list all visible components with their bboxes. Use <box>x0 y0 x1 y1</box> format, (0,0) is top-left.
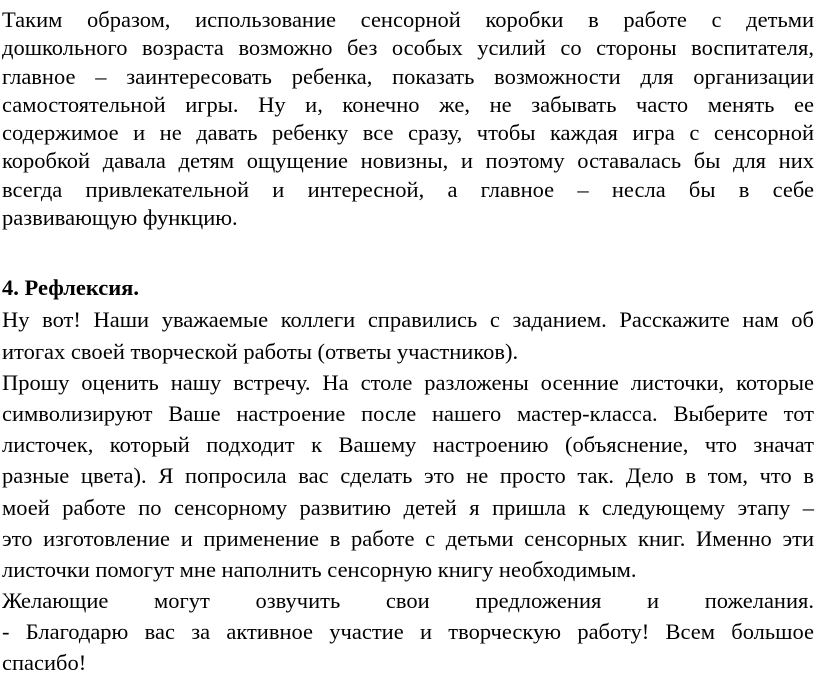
text-line: Желающие могут озвучить свои предложения и пожелания. <box>2 588 814 614</box>
text-line: всегда привлекательной и интересной, а главное – несла бы в себе <box>2 176 814 202</box>
text-line: самостоятельной игры. Ну и, конечно же, не забывать часто менять ее <box>2 91 814 117</box>
text-line: символизируют Ваше настроение после нашего мастер-класса. Выберите тот <box>2 400 814 426</box>
text-line: дошкольного возраста возможно без особых усилий со стороны воспитателя, <box>2 35 814 61</box>
text-line: Таким образом, использование сенсорной коробки в работе с детьми <box>2 7 814 32</box>
text-line: листочки помогут мне наполнить сенсорную книгу необходимым. <box>2 556 637 582</box>
text-line: содержимое и не давать ребенку все сразу, чтобы каждая игра с сенсорной <box>2 120 814 146</box>
text-line: Прошу оценить нашу встречу. На столе разложены осенние листочки, которые <box>2 369 814 395</box>
text-line: это изготовление и применение в работе с детьми сенсорных книг. Именно эти <box>2 525 814 551</box>
text-line: развивающую функцию. <box>2 205 238 231</box>
text-line: Ну вот! Наши уважаемые коллеги справились с заданием. Расскажите нам об <box>2 307 814 333</box>
text-line: коробкой давала детям ощущение новизны, и поэтому оставалась бы для них <box>2 148 814 174</box>
text-line: листочек, который подходит к Вашему настроению (объяснение, что значат <box>2 432 814 458</box>
text-line: спасибо! <box>2 650 87 676</box>
paragraph-reflection <box>2 304 814 678</box>
text-line: разные цвета). Я попросила вас сделать это не просто так. Дело в том, что в <box>2 463 814 489</box>
section-heading: 4. Рефлексия. <box>2 275 139 301</box>
text-line: моей работе по сенсорному развитию детей я пришла к следующему этапу – <box>2 494 814 520</box>
text-line: - Благодарю вас за активное участие и творческую работу! Всем большое <box>2 619 814 645</box>
spacer <box>2 232 814 272</box>
text-line: главное – заинтересовать ребенка, показать возможности для организации <box>2 63 814 89</box>
paragraph-conclusion <box>2 0 814 232</box>
text-line: итогах своей творческой работы (ответы участников). <box>2 338 519 364</box>
